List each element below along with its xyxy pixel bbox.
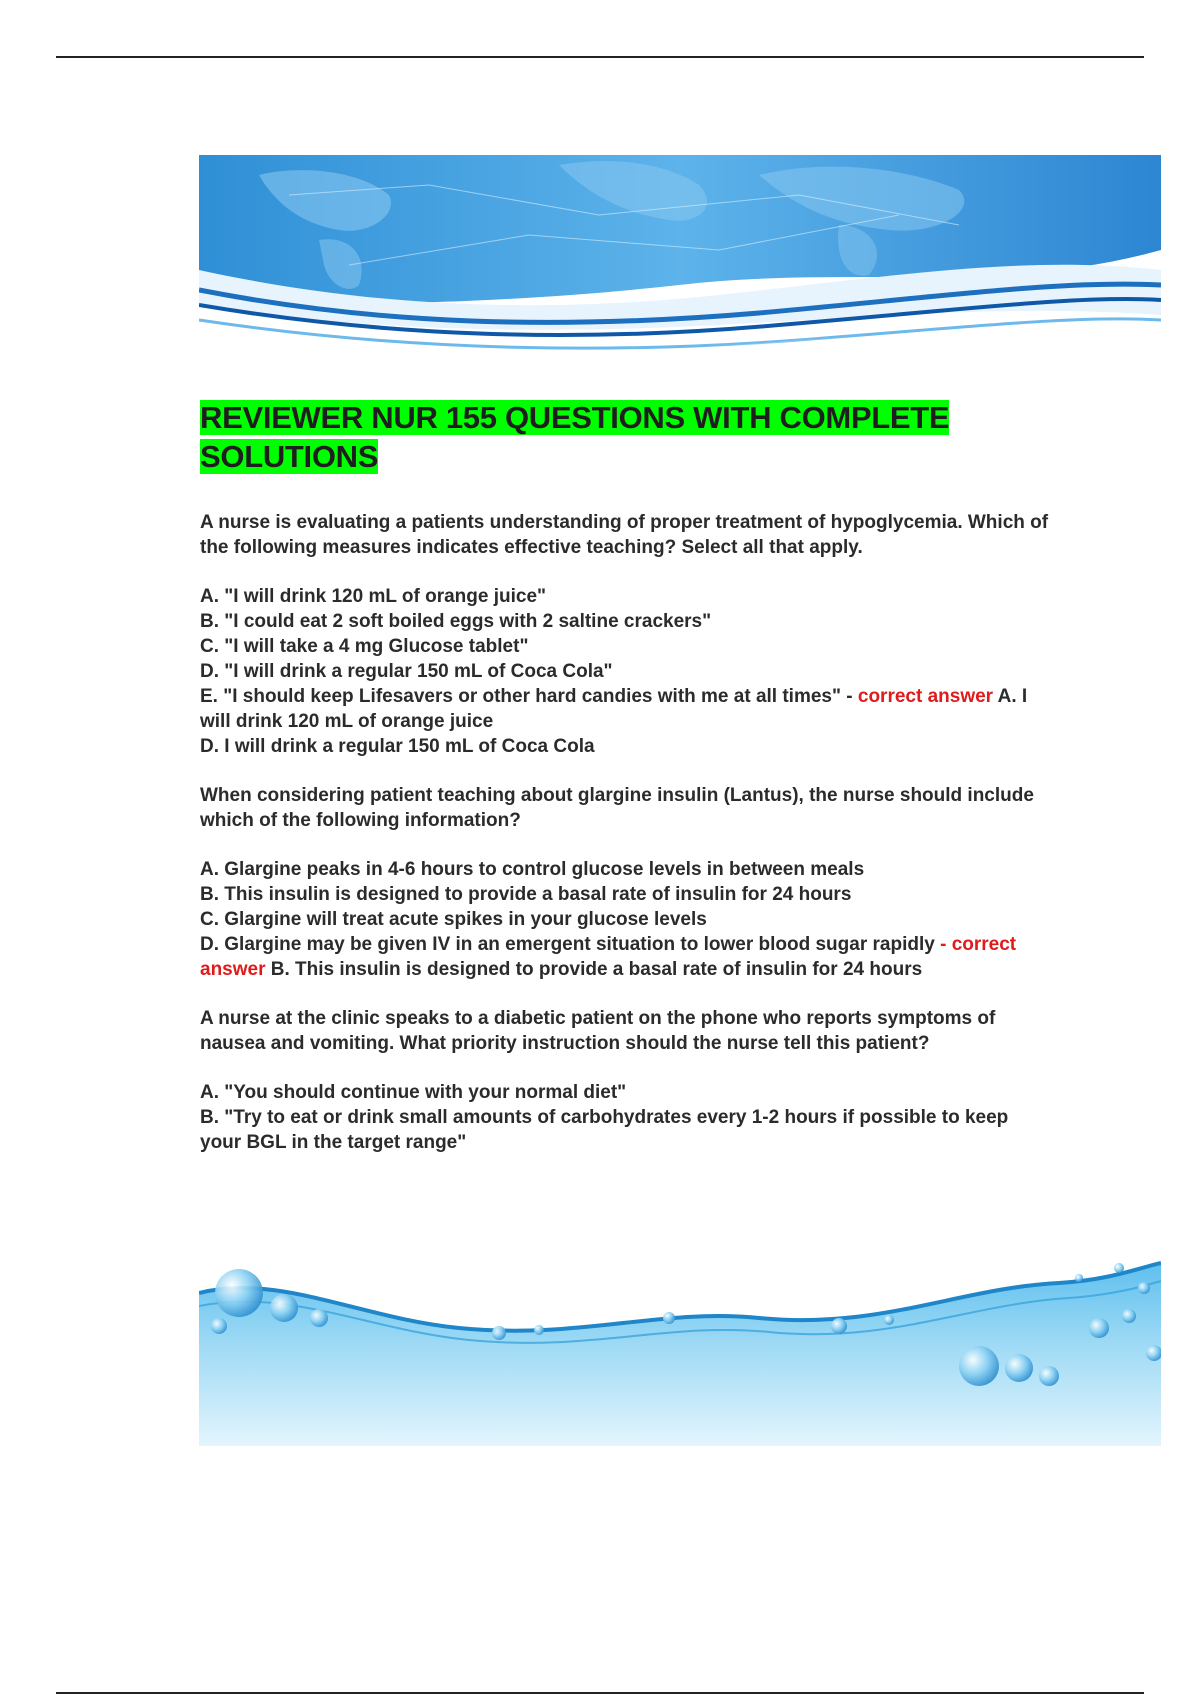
option-1e-text: E. "I should keep Lifesavers or other hard candies with me at all times" -	[200, 686, 858, 707]
question-3-prompt: A nurse at the clinic speaks to a diabetic patient on the phone who reports symptoms of nausea and vomiting. What priority instruction should the nurse tell this patient?	[200, 1008, 996, 1054]
question-2-prompt: When considering patient teaching about glargine insulin (Lantus), the nurse should include which of the following information?	[200, 785, 1034, 831]
footer-rule	[56, 1692, 1144, 1694]
footer-banner-image	[199, 1248, 1161, 1446]
correct-answer-marker: correct answer	[857, 686, 994, 707]
option-1a: A. "I will drink 120 mL of orange juice"	[200, 586, 547, 607]
answer-2-text: B. This insulin is designed to provide a basal rate of insulin for 24 hours	[265, 959, 923, 980]
title-highlight: REVIEWER NUR 155 QUESTIONS WITH COMPLETE SOLUTIONS	[200, 400, 950, 474]
page-title	[200, 398, 1050, 476]
option-2d	[200, 932, 1050, 982]
option-2c: C. Glargine will treat acute spikes in your glucose levels	[200, 909, 707, 930]
document-body	[200, 398, 1050, 1179]
option-2d-text: D. Glargine may be given IV in an emergent situation to lower blood sugar rapidly	[200, 934, 941, 955]
question-1-prompt: A nurse is evaluating a patients understanding of proper treatment of hypoglycemia. Which of the following measures indicates effective teaching? Select all that apply.	[200, 512, 1049, 558]
option-2a: A. Glargine peaks in 4-6 hours to control glucose levels in between meals	[200, 859, 865, 880]
option-1e	[200, 684, 1050, 734]
option-1c: C. "I will take a 4 mg Glucose tablet"	[200, 636, 529, 657]
question-2-options	[200, 857, 1050, 982]
answer-1-extra: D. I will drink a regular 150 mL of Coca Cola	[200, 736, 595, 757]
option-1d: D. "I will drink a regular 150 mL of Coca Cola"	[200, 661, 613, 682]
water-bubbles-illustration	[199, 1248, 1161, 1446]
option-2b: B. This insulin is designed to provide a basal rate of insulin for 24 hours	[200, 884, 852, 905]
question-3-options	[200, 1080, 1050, 1155]
header-banner-image	[199, 155, 1161, 380]
option-1b: B. "I could eat 2 soft boiled eggs with 2 saltine crackers"	[200, 611, 712, 632]
option-3b: B. "Try to eat or drink small amounts of carbohydrates every 1-2 hours if possible to keep your BGL in the target range"	[200, 1107, 1009, 1153]
correct-answer-marker: - correct answer	[200, 934, 1017, 980]
option-3a: A. "You should continue with your normal diet"	[200, 1082, 627, 1103]
header-rule	[56, 56, 1144, 58]
wave-map-illustration	[199, 155, 1161, 380]
question-1-options	[200, 584, 1050, 759]
answer-1-text: A. I will drink 120 mL of orange juice	[200, 686, 1028, 732]
